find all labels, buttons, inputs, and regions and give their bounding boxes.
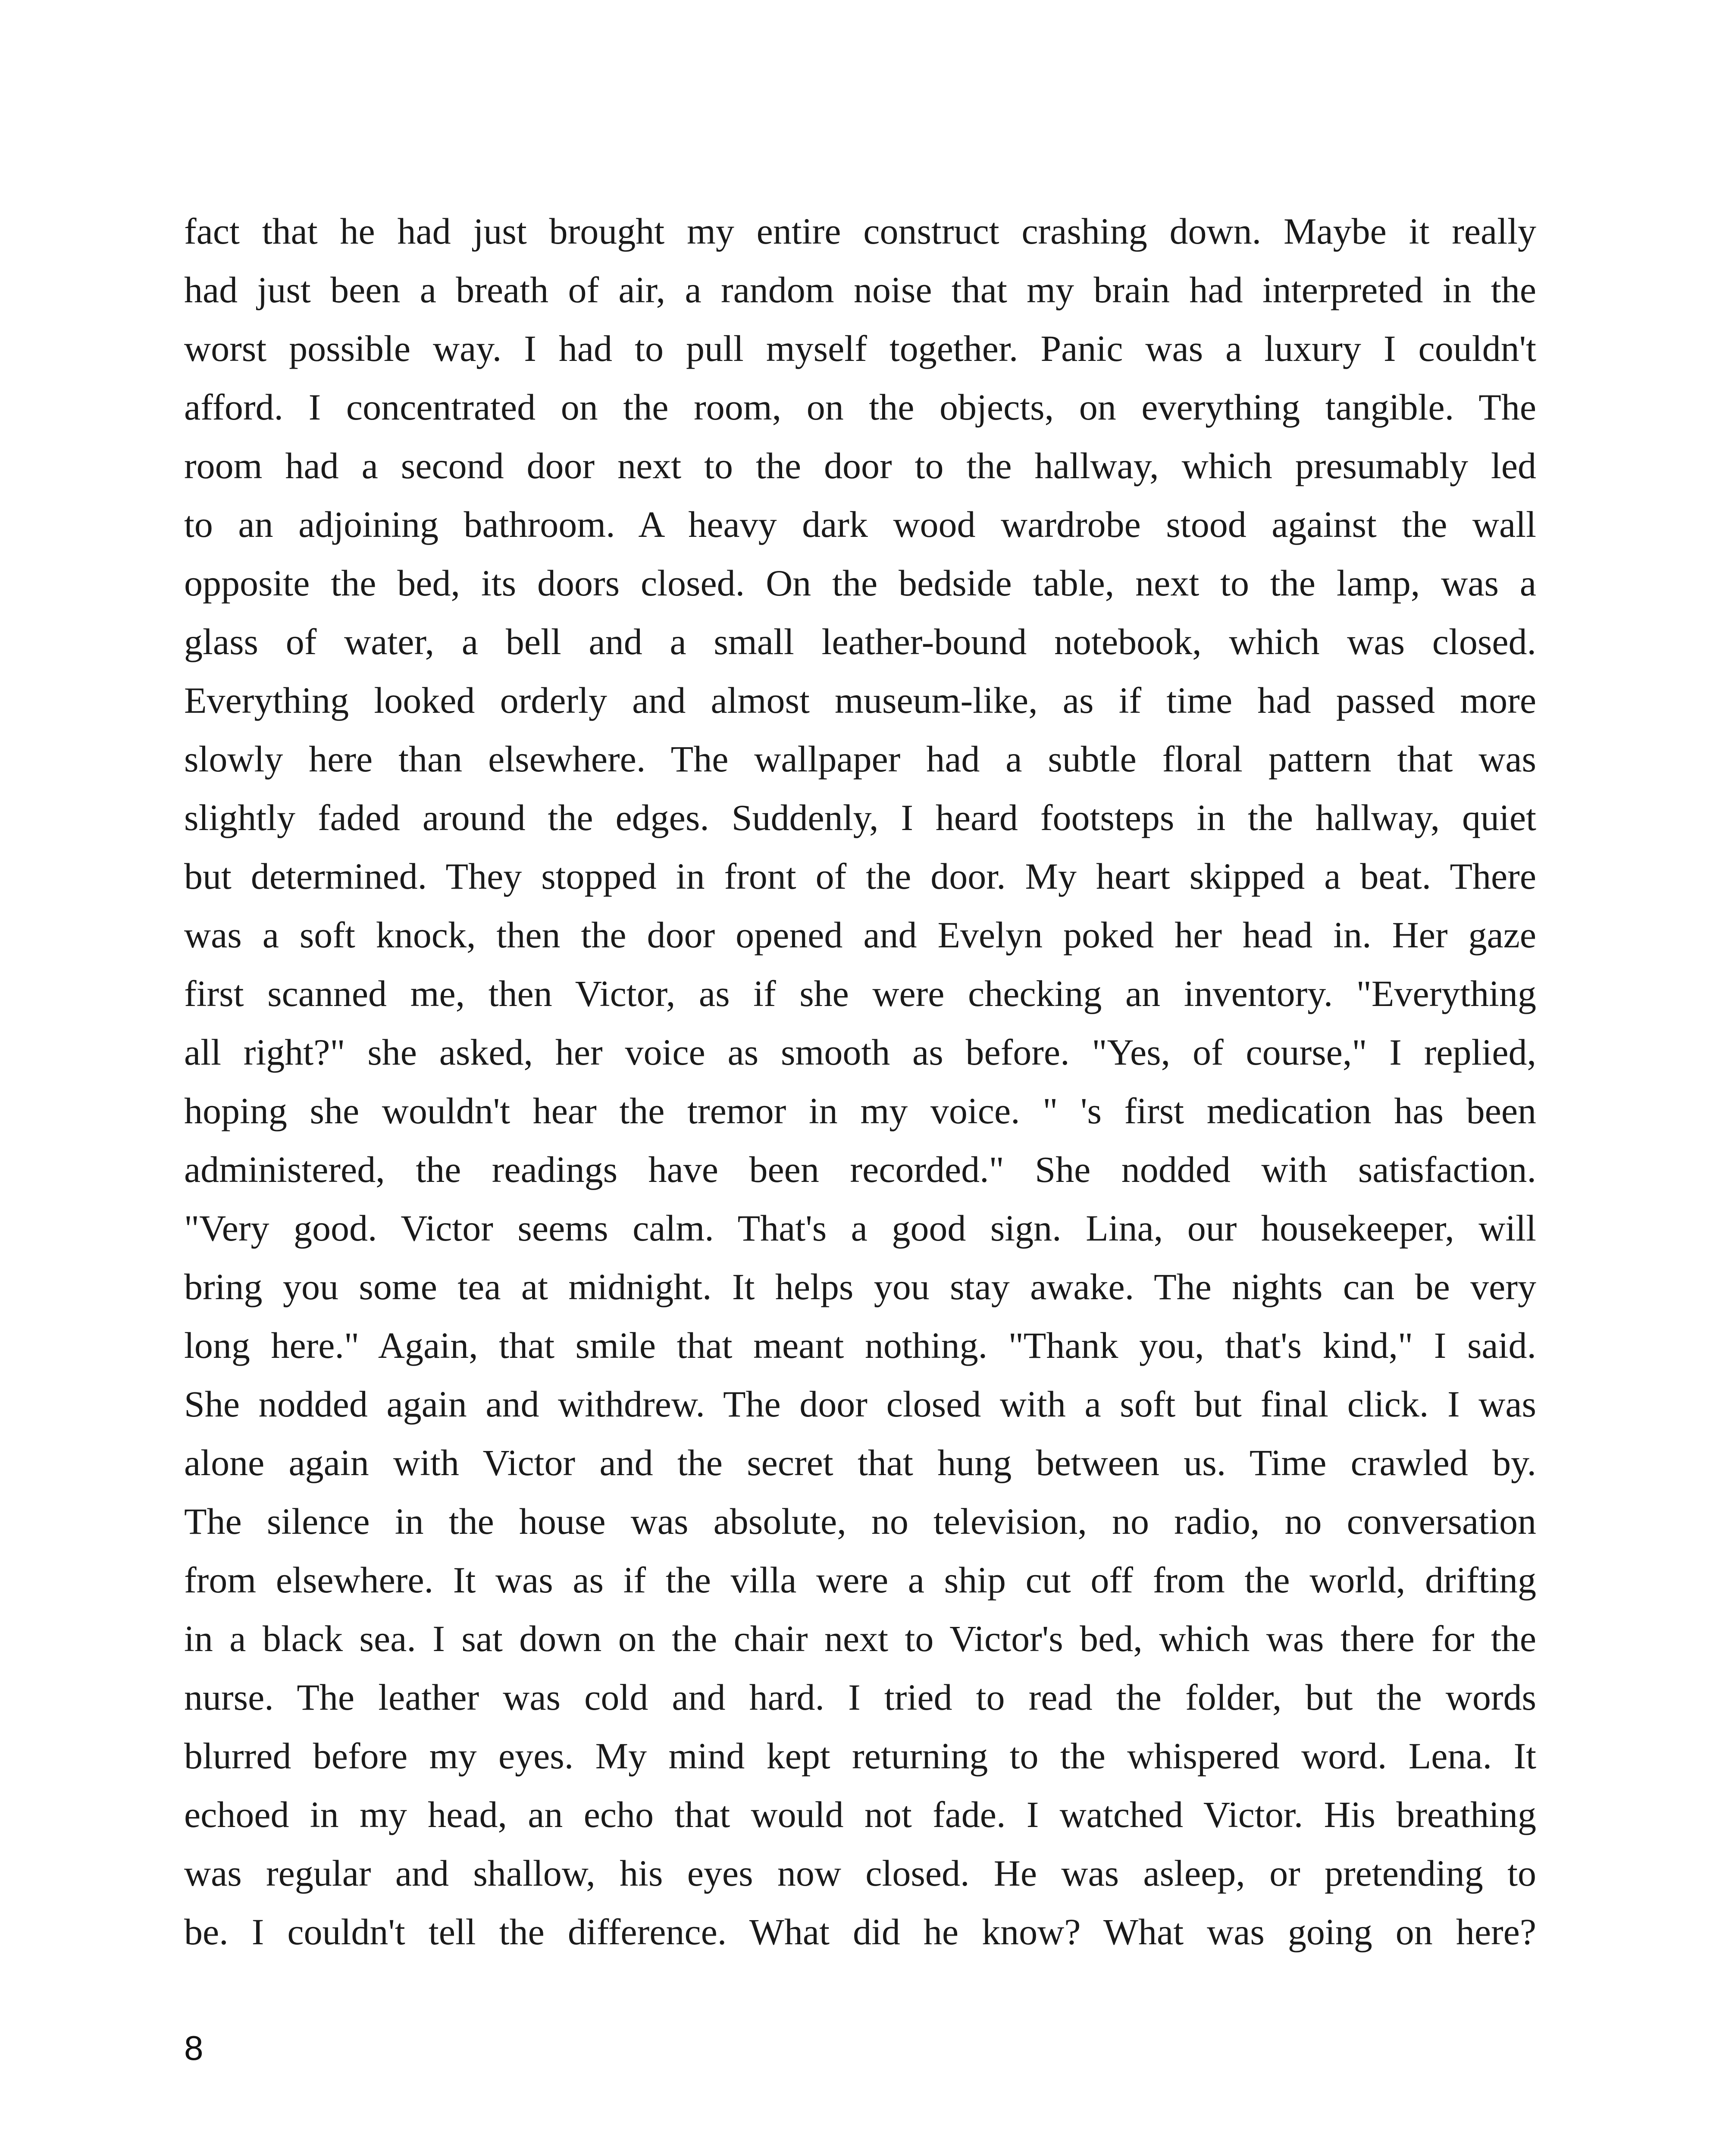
text-line: be. I couldn't tell the difference. What did he know? What was going on here? <box>184 1911 1536 1952</box>
text-line: long here." Again, that smile that meant nothing. "Thank you, that's kind," I said. <box>184 1325 1536 1366</box>
text-line: from elsewhere. It was as if the villa were a ship cut off from the world, drifting <box>184 1559 1536 1601</box>
body-text <box>184 202 1536 1961</box>
text-line: glass of water, a bell and a small leather-bound notebook, which was closed. <box>184 621 1536 662</box>
text-line: all right?" she asked, her voice as smooth as before. "Yes, of course," I replied, <box>184 1031 1536 1073</box>
text-line: room had a second door next to the door to the hallway, which presumably led <box>184 445 1536 486</box>
text-line: "Very good. Victor seems calm. That's a good sign. Lina, our housekeeper, will <box>184 1207 1536 1249</box>
text-line: in a black sea. I sat down on the chair next to Victor's bed, which was there for the <box>184 1618 1536 1659</box>
text-line: alone again with Victor and the secret that hung between us. Time crawled by. <box>184 1442 1536 1483</box>
text-line: was a soft knock, then the door opened and Evelyn poked her head in. Her gaze <box>184 914 1536 956</box>
text-line: blurred before my eyes. My mind kept returning to the whispered word. Lena. It <box>184 1735 1536 1777</box>
text-line: Everything looked orderly and almost museum-like, as if time had passed more <box>184 680 1536 721</box>
text-line: echoed in my head, an echo that would not fade. I watched Victor. His breathing <box>184 1794 1536 1835</box>
text-line: but determined. They stopped in front of the door. My heart skipped a beat. There <box>184 856 1536 897</box>
text-line: She nodded again and withdrew. The door closed with a soft but final click. I was <box>184 1383 1536 1425</box>
text-line: slightly faded around the edges. Suddenly, I heard footsteps in the hallway, quiet <box>184 797 1536 838</box>
text-line: fact that he had just brought my entire construct crashing down. Maybe it really <box>184 210 1536 252</box>
text-line: opposite the bed, its doors closed. On the bedside table, next to the lamp, was a <box>184 562 1536 604</box>
text-line: was regular and shallow, his eyes now closed. He was asleep, or pretending to <box>184 1852 1536 1894</box>
text-line: administered, the readings have been recorded." She nodded with satisfaction. <box>184 1149 1536 1190</box>
text-line: to an adjoining bathroom. A heavy dark wood wardrobe stood against the wall <box>184 504 1536 545</box>
text-line: first scanned me, then Victor, as if she were checking an inventory. "Everything <box>184 973 1536 1014</box>
text-line: bring you some tea at midnight. It helps you stay awake. The nights can be very <box>184 1266 1536 1307</box>
page-number: 8 <box>184 2029 204 2067</box>
text-line: afford. I concentrated on the room, on the objects, on everything tangible. The <box>184 386 1536 428</box>
text-line: The silence in the house was absolute, no television, no radio, no conversation <box>184 1501 1536 1542</box>
text-line: hoping she wouldn't hear the tremor in my voice. " 's first medication has been <box>184 1090 1536 1131</box>
text-line: worst possible way. I had to pull myself together. Panic was a luxury I couldn't <box>184 328 1536 369</box>
text-line: nurse. The leather was cold and hard. I tried to read the folder, but the words <box>184 1677 1536 1718</box>
text-line: had just been a breath of air, a random noise that my brain had interpreted in the <box>184 269 1536 310</box>
text-line: slowly here than elsewhere. The wallpaper had a subtle floral pattern that was <box>184 738 1536 780</box>
